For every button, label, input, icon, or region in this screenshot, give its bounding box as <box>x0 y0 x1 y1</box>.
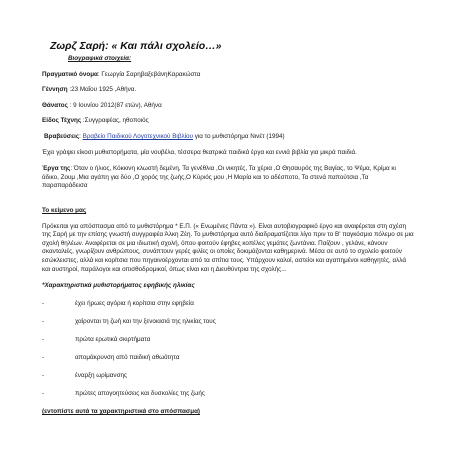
works-paragraph: Έργα της: Όταν ο ήλιος, Κόκκινη κλωστή δεμένη, Τα γενέθλια ,Οι νικητές, Τα χέρια ,Ο Θησαυρός της Βαγίας, το Ψέμα, Κρίμα κι άδικο, Ζουμ ,Μια αγάπη για δύο ,Ο χορός της ζωής,Ο Κύριός μου ,Η Μαρία και το αδέσποτο, Τα στενά παπούτσια ,Τα παραπαράδεισα <box>42 165 396 190</box>
list-item: - χαίρονται τη ζωή και την ξενοιασιά της ηλικίας τους <box>42 317 216 325</box>
list-heading: *Χαρακτηριστικά μυθιστορήματος εφηβικής ηλικίας <box>42 282 195 290</box>
text-paragraph: Πρόκειται για απόσπασμα από το μυθιστόρημα * Ε.Π. (« Ενωμένες Πάντα »). Είναι αυτοβιογραφικό έργο και αναφέρεται στη σχέση της Σαρή με την επίσης γνωστή συγγραφέα Άλκη Ζέη. Το μυθιστόρημα αυτό διαδραματίζεται λίγο πριν το Β' παγκόσμιο πόλεμο σε μια σχολή θηλέων. Αναφέρεται σε μια ιδιωτική σχολή, όπου φοιτούν έφηβες κοπέλες γεμάτες ζωντάνια. Παίζουν , γελάνε, κάνουν σκανταλιές, γνωρίζουν ανθρώπους, συνάπτουν γερές φιλίες οι οποίες δοκιμάζονται καθημερινά. Μέσα σε αυτό το σχολείο φοιτούν εσώκλειστες, αλλά και κορίτσια που πηγαινοέρχονται από τα σπίτια τους. Υπάρχουν καλοί, αστείοι και αγαπημένοι καθηγητές, αλλά και αυστηροί, παράλογοι και οπισθοδρομικοί, όπως είναι και η Διευθύντρια της σχολής... <box>42 222 414 273</box>
fact-art-type: Είδος Τέχνης :Συγγραφέας, ηθοποιός <box>42 117 149 125</box>
list-item: - πρώτα ερωτικά σκιρτήματα <box>42 335 151 343</box>
fact-real-name: Πραγματικό όνομα: Γεωργία ΣαρηβαξεβάνηΚαρακώστα <box>42 70 201 78</box>
document-title: Ζωρζ Σαρή: « Και πάλι σχολείο…» <box>50 40 222 52</box>
bio-heading: Βιογραφικά στοιχεία: <box>68 55 132 62</box>
fact-awards: Βραβεύσεις: Βραβείο Παιδικού Λογοτεχνικού Βιβλίου για το μυθιστόρημα Νινέτ (1994) <box>44 132 285 140</box>
fact-death: Θάνατος : 9 Ιουνίου 2012(87 ετών), Αθήνα <box>42 101 162 109</box>
footer-note: (εντοπίστε αυτά τα χαρακτηριστικά στο απόσπασμα) <box>42 408 201 416</box>
list-item: - έναρξη ωρίμανσης <box>42 372 127 380</box>
list-item: - απομάκρυνση από παιδική αθωότητα <box>42 353 180 361</box>
list-item: - πρώτες απογοητεύσεις και δυσκολίες της ζωής <box>42 390 205 398</box>
text-heading: Το κείμενο μας <box>42 206 87 214</box>
award-link[interactable]: Βραβείο Παιδικού Λογοτεχνικού Βιβλίου <box>82 132 193 140</box>
fact-birth: Γέννηση :23 Μαΐου 1925 ,Αθήνα. <box>42 86 137 94</box>
list-item: - έχει ήρωες αγόρια ή κορίτσια στην εφηβεία <box>42 299 194 307</box>
intro-paragraph: Έχει γράψει είκοσι μυθιστορήματα, μία νουβέλα, τέσσερα θεατρικά παιδικά έργα και εννιά βιβλία για μικρά παιδιά. <box>42 148 357 156</box>
document-body <box>42 40 414 417</box>
